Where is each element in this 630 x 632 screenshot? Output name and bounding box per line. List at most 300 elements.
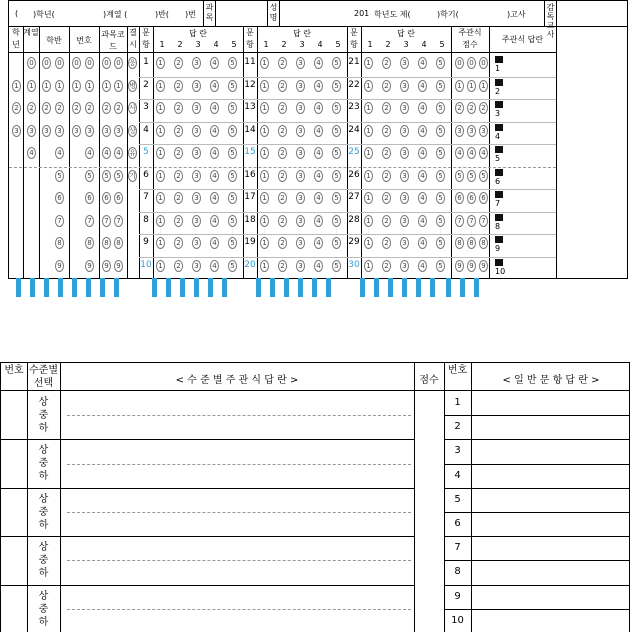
number-bubble[interactable]: 4 [85, 147, 94, 159]
answer-bubble[interactable]: 5 [228, 125, 237, 137]
answer-bubble[interactable]: 4 [418, 125, 427, 137]
answer-bubble[interactable]: 5 [436, 260, 445, 272]
answer-bubble[interactable]: 3 [400, 57, 409, 69]
answer-bubble[interactable]: 1 [260, 80, 269, 92]
omr-answer-sheet [8, 0, 628, 279]
answer-bubble[interactable]: 3 [400, 237, 409, 249]
level-select[interactable]: 상 중 하 [38, 493, 49, 531]
timing-mark [72, 278, 77, 297]
subject-code-bubble[interactable]: 3 [114, 125, 123, 137]
item-number-header: 번호 [444, 363, 471, 391]
score-bubble[interactable]: 1 [467, 80, 476, 92]
score-bubble[interactable]: 1 [455, 80, 464, 92]
answer-bubble[interactable]: 1 [364, 147, 373, 159]
answer-bubble[interactable]: 3 [296, 125, 305, 137]
answer-bubble[interactable]: 1 [364, 125, 373, 137]
answer-bubble[interactable]: 3 [296, 147, 305, 159]
answer-bubble[interactable]: 5 [332, 260, 341, 272]
answer-bubble[interactable]: 2 [278, 215, 287, 227]
answer-bubble[interactable]: 2 [174, 80, 183, 92]
number-bubble[interactable]: 8 [85, 237, 94, 249]
answer-bubble[interactable]: 3 [192, 237, 201, 249]
question-number: 1 [143, 57, 149, 67]
proctor-signature-field[interactable] [556, 1, 628, 279]
score-bubble[interactable]: 2 [467, 102, 476, 114]
answer-bubble[interactable]: 1 [364, 170, 373, 182]
class-bubble[interactable]: 7 [55, 215, 64, 227]
subject-code-bubble[interactable]: 8 [102, 237, 111, 249]
absence-bubble[interactable]: 응 [129, 59, 136, 67]
score-bubble[interactable]: 6 [479, 192, 488, 204]
score-bubble[interactable]: 0 [479, 57, 488, 69]
subject-code-bubble[interactable]: 5 [102, 170, 111, 182]
number-bubble[interactable]: 0 [85, 57, 94, 69]
answer-bubble[interactable]: 2 [174, 57, 183, 69]
question-number: 22 [348, 79, 360, 90]
item-number: 6 [454, 518, 461, 529]
answer-bubble[interactable]: 1 [364, 237, 373, 249]
answer-bubble[interactable]: 4 [418, 57, 427, 69]
class-bubble[interactable]: 1 [42, 80, 51, 92]
answer-bubble[interactable]: 4 [314, 80, 323, 92]
subjective-row-label: 4 [495, 124, 503, 141]
answer-bubble[interactable]: 4 [314, 192, 323, 204]
answer-bubble[interactable]: 3 [192, 170, 201, 182]
score-bubble[interactable]: 5 [467, 170, 476, 182]
track-bubble[interactable]: 2 [27, 102, 36, 114]
answer-bubble[interactable]: 1 [156, 125, 165, 137]
score-bubble[interactable]: 8 [455, 237, 464, 249]
answer-bubble[interactable]: 1 [260, 147, 269, 159]
timing-mark [312, 278, 317, 297]
name-field[interactable] [279, 1, 349, 27]
answer-bubble[interactable]: 2 [278, 170, 287, 182]
choice-label: 3 [403, 40, 409, 49]
answer-bubble[interactable]: 4 [418, 80, 427, 92]
answer-bubble[interactable]: 3 [192, 192, 201, 204]
number-bubble[interactable]: 1 [85, 80, 94, 92]
answer-bubble[interactable]: 2 [174, 237, 183, 249]
answer-bubble[interactable]: 5 [332, 147, 341, 159]
answer-bubble[interactable]: 3 [296, 170, 305, 182]
answer-bubble[interactable]: 2 [382, 237, 391, 249]
answer-bubble[interactable]: 5 [332, 170, 341, 182]
subjective-answer-header: 주관식 답란 [489, 27, 556, 53]
absence-bubble[interactable]: 병 [129, 81, 136, 90]
answer-bubble[interactable]: 4 [210, 192, 219, 204]
answer-bubble[interactable]: 4 [210, 147, 219, 159]
answer-bubble[interactable]: 5 [228, 192, 237, 204]
answer-bubble[interactable]: 1 [156, 57, 165, 69]
level-select[interactable]: 상 중 하 [38, 542, 49, 580]
subject-code-bubble[interactable]: 7 [114, 215, 123, 227]
answer-bubble[interactable]: 1 [260, 57, 269, 69]
answer-bubble[interactable]: 1 [260, 125, 269, 137]
answer-bubble[interactable]: 3 [400, 170, 409, 182]
score-bubble[interactable]: 6 [455, 192, 464, 204]
subject-code-bubble[interactable]: 1 [114, 80, 123, 92]
class-bubble[interactable]: 9 [55, 260, 64, 272]
answer-title-3: 답 란 [397, 29, 415, 38]
answer-bubble[interactable]: 4 [210, 237, 219, 249]
number-bubble[interactable]: 9 [85, 260, 94, 272]
subject-code-bubble[interactable]: 5 [114, 170, 123, 182]
answer-bubble[interactable]: 2 [174, 215, 183, 227]
answer-bubble[interactable]: 4 [418, 237, 427, 249]
answer-bubble[interactable]: 4 [314, 260, 323, 272]
answer-bubble[interactable]: 1 [364, 102, 373, 114]
answer-bubble[interactable]: 4 [210, 80, 219, 92]
subject-code-bubble[interactable]: 3 [102, 125, 111, 137]
subject-field[interactable] [215, 1, 267, 27]
absence-bubble[interactable]: 상 [129, 126, 136, 135]
level-select[interactable]: 상 중 하 [38, 590, 49, 628]
score-bubble[interactable]: 5 [455, 170, 464, 182]
score-bubble[interactable]: 6 [467, 192, 476, 204]
score-bubble[interactable]: 9 [467, 260, 476, 272]
subject-code-bubble[interactable]: 8 [114, 237, 123, 249]
answer-bubble[interactable]: 1 [156, 237, 165, 249]
answer-bubble[interactable]: 2 [174, 102, 183, 114]
score-bubble[interactable]: 4 [479, 147, 488, 159]
class-bubble[interactable]: 0 [55, 57, 64, 69]
absence-bubble[interactable]: 기 [129, 171, 136, 180]
track-bubble[interactable]: 0 [27, 57, 36, 69]
answer-bubble[interactable]: 1 [260, 215, 269, 227]
subjective-row-label: 5 [495, 146, 503, 163]
answer-bubble[interactable]: 2 [382, 170, 391, 182]
answer-bubble[interactable]: 5 [228, 237, 237, 249]
timing-mark [446, 278, 451, 297]
answer-bubble[interactable]: 5 [332, 102, 341, 114]
answer-bubble[interactable]: 1 [260, 170, 269, 182]
answer-bubble[interactable]: 3 [296, 80, 305, 92]
class-bubble[interactable]: 5 [55, 170, 64, 182]
timing-mark [208, 278, 213, 297]
year-suffix: 학년도 제( [374, 10, 411, 19]
subject-code-bubble[interactable]: 9 [102, 260, 111, 272]
question-number: 8 [143, 214, 149, 225]
class-bubble[interactable]: 2 [55, 102, 64, 114]
answer-bubble[interactable]: 3 [192, 125, 201, 137]
answer-bubble[interactable]: 2 [382, 125, 391, 137]
answer-bubble[interactable]: 4 [418, 215, 427, 227]
answer-header-3 [361, 27, 451, 53]
answer-bubble[interactable]: 4 [314, 102, 323, 114]
answer-bubble[interactable]: 3 [296, 237, 305, 249]
class-bubble[interactable]: 3 [55, 125, 64, 137]
number-bubble[interactable]: 5 [85, 170, 94, 182]
absence-bubble[interactable]: 유 [129, 149, 136, 157]
level-select[interactable]: 상 중 하 [38, 397, 49, 434]
answer-bubble[interactable]: 1 [260, 102, 269, 114]
timing-mark [44, 278, 49, 297]
score-bubble[interactable]: 4 [455, 147, 464, 159]
grade-bubble[interactable]: 2 [12, 102, 21, 114]
number-bubble[interactable]: 3 [85, 125, 94, 137]
answer-bubble[interactable]: 1 [364, 215, 373, 227]
score-bubble[interactable]: 9 [455, 260, 464, 272]
subject-code-bubble[interactable]: 0 [102, 57, 111, 69]
answer-bubble[interactable]: 3 [192, 80, 201, 92]
score-bubble[interactable]: 7 [479, 215, 488, 227]
answer-bubble[interactable]: 5 [436, 80, 445, 92]
answer-bubble[interactable]: 3 [296, 260, 305, 272]
number-bubble[interactable]: 7 [85, 215, 94, 227]
score-bubble[interactable]: 4 [467, 147, 476, 159]
choice-label: 5 [231, 40, 237, 49]
score-bubble[interactable]: 9 [479, 260, 488, 272]
answer-bubble[interactable]: 2 [174, 147, 183, 159]
answer-bubble[interactable]: 2 [382, 215, 391, 227]
answer-bubble[interactable]: 1 [156, 170, 165, 182]
answer-bubble[interactable]: 3 [192, 57, 201, 69]
answer-bubble[interactable]: 3 [400, 192, 409, 204]
answer-bubble[interactable]: 2 [174, 170, 183, 182]
score-bubble[interactable]: 3 [479, 125, 488, 137]
level-select[interactable]: 상 중 하 [38, 445, 49, 483]
answer-bubble[interactable]: 2 [174, 125, 183, 137]
answer-bubble[interactable]: 4 [418, 102, 427, 114]
track-bubble[interactable]: 1 [27, 80, 36, 92]
answer-bubble[interactable]: 2 [278, 80, 287, 92]
score-bubble[interactable]: 8 [479, 237, 488, 249]
answer-bubble[interactable]: 4 [418, 192, 427, 204]
answer-bubble[interactable]: 4 [314, 147, 323, 159]
score-header: 점수 [414, 363, 444, 391]
answer-bubble[interactable]: 5 [228, 147, 237, 159]
answer-bubble[interactable]: 1 [260, 260, 269, 272]
answer-bubble[interactable]: 1 [156, 192, 165, 204]
item-number: 7 [454, 542, 461, 554]
answer-bubble[interactable]: 5 [332, 57, 341, 69]
score-bubble[interactable]: 0 [455, 57, 464, 69]
choice-label: 3 [299, 40, 305, 49]
subjective-row-label: 10 [495, 259, 505, 276]
answer-bubble[interactable]: 3 [400, 80, 409, 92]
answer-bubble[interactable]: 4 [210, 260, 219, 272]
answer-bubble[interactable]: 3 [400, 125, 409, 137]
answer-bubble[interactable]: 3 [296, 192, 305, 204]
answer-bubble[interactable]: 4 [314, 57, 323, 69]
timing-mark [256, 278, 261, 297]
item-number: 5 [454, 493, 461, 505]
subject-code-bubble[interactable]: 0 [114, 57, 123, 69]
answer-bubble[interactable]: 4 [210, 102, 219, 114]
answer-bubble[interactable]: 4 [210, 57, 219, 69]
subjective-answer-section [0, 362, 630, 632]
answer-bubble[interactable]: 2 [278, 237, 287, 249]
answer-bubble[interactable]: 3 [400, 215, 409, 227]
answer-bubble[interactable]: 5 [332, 80, 341, 92]
timing-mark [360, 278, 365, 297]
answer-bubble[interactable]: 4 [314, 170, 323, 182]
number-bubble[interactable]: 3 [72, 125, 81, 137]
answer-bubble[interactable]: 4 [418, 147, 427, 159]
timing-mark [326, 278, 331, 297]
answer-bubble[interactable]: 5 [436, 237, 445, 249]
class-bubble[interactable]: 4 [55, 147, 64, 159]
answer-bubble[interactable]: 4 [210, 125, 219, 137]
question-number: 12 [244, 79, 256, 90]
score-bubble[interactable]: 2 [455, 102, 464, 114]
class-bubble[interactable]: 6 [55, 192, 64, 204]
answer-bubble[interactable]: 3 [192, 215, 201, 227]
answer-bubble[interactable]: 1 [260, 237, 269, 249]
question-number: 18 [244, 214, 256, 225]
score-bubble[interactable]: 5 [479, 170, 488, 182]
timing-mark [100, 278, 105, 297]
exam-label: )고사 [507, 10, 526, 19]
answer-bubble[interactable]: 3 [296, 102, 305, 114]
answer-bubble[interactable]: 5 [436, 192, 445, 204]
choice-label: 5 [335, 40, 341, 49]
answer-bubble[interactable]: 5 [436, 57, 445, 69]
answer-bubble[interactable]: 2 [278, 102, 287, 114]
answer-bubble[interactable]: 1 [156, 102, 165, 114]
item-number: 10 [451, 614, 464, 626]
score-bubble[interactable]: 2 [479, 102, 488, 114]
score-bubble[interactable]: 3 [455, 125, 464, 137]
subject-code-bubble[interactable]: 6 [114, 192, 123, 204]
item-number: 9 [454, 590, 461, 602]
answer-bubble[interactable]: 5 [436, 215, 445, 227]
score-bubble[interactable]: 8 [467, 237, 476, 249]
answer-bubble[interactable]: 5 [228, 80, 237, 92]
subject-code-bubble[interactable]: 9 [114, 260, 123, 272]
subjective-row-label: 3 [495, 101, 503, 118]
subject-code-bubble[interactable]: 1 [102, 80, 111, 92]
answer-bubble[interactable]: 3 [296, 57, 305, 69]
number-bubble[interactable]: 2 [72, 102, 81, 114]
absence-bubble[interactable]: 사 [129, 104, 136, 112]
answer-bubble[interactable]: 3 [296, 215, 305, 227]
score-bubble[interactable]: 7 [467, 215, 476, 227]
score-bubble[interactable]: 0 [467, 57, 476, 69]
answer-bubble[interactable]: 4 [314, 125, 323, 137]
item-number: 3 [454, 445, 461, 457]
answer-bubble[interactable]: 5 [436, 102, 445, 114]
subject-code-bubble[interactable]: 2 [102, 102, 111, 114]
question-number: 4 [143, 124, 149, 135]
choice-label: 1 [159, 40, 165, 49]
question-number: 2 [143, 79, 149, 90]
answer-bubble[interactable]: 4 [418, 260, 427, 272]
answer-bubble[interactable]: 4 [314, 237, 323, 249]
timing-mark [16, 278, 21, 297]
answer-bubble[interactable]: 1 [364, 80, 373, 92]
answer-bubble[interactable]: 1 [260, 192, 269, 204]
answer-bubble[interactable]: 2 [382, 260, 391, 272]
subject-code-bubble[interactable]: 4 [114, 147, 123, 159]
answer-bubble[interactable]: 2 [174, 192, 183, 204]
answer-bubble[interactable]: 5 [436, 147, 445, 159]
track-bubble[interactable]: 3 [27, 125, 36, 137]
answer-bubble[interactable]: 2 [382, 80, 391, 92]
question-number: 14 [244, 124, 256, 135]
answer-bubble[interactable]: 3 [400, 147, 409, 159]
answer-bubble[interactable]: 4 [418, 170, 427, 182]
answer-bubble[interactable]: 5 [436, 125, 445, 137]
question-number: 15 [244, 147, 256, 157]
subject-code-bubble[interactable]: 4 [102, 147, 111, 159]
answer-bubble[interactable]: 2 [382, 192, 391, 204]
answer-bubble[interactable]: 1 [156, 147, 165, 159]
answer-bubble[interactable]: 1 [156, 80, 165, 92]
subject-code-bubble[interactable]: 2 [114, 102, 123, 114]
timing-mark [194, 278, 199, 297]
answer-bubble[interactable]: 5 [332, 125, 341, 137]
answer-bubble[interactable]: 5 [228, 57, 237, 69]
answer-bubble[interactable]: 1 [364, 260, 373, 272]
score-bubble[interactable]: 1 [479, 80, 488, 92]
answer-bubble[interactable]: 3 [192, 260, 201, 272]
score-bubble[interactable]: 3 [467, 125, 476, 137]
answer-bubble[interactable]: 2 [382, 57, 391, 69]
answer-bubble[interactable]: 2 [382, 147, 391, 159]
track-bubble[interactable]: 4 [27, 147, 36, 159]
class-bubble[interactable]: 0 [42, 57, 51, 69]
grade-bubble[interactable]: 1 [12, 80, 21, 92]
answer-bubble[interactable]: 1 [156, 260, 165, 272]
answer-bubble[interactable]: 2 [278, 147, 287, 159]
grade-bubble[interactable]: 3 [12, 125, 21, 137]
subject-code-bubble[interactable]: 7 [102, 215, 111, 227]
answer-bubble[interactable]: 3 [192, 147, 201, 159]
answer-bubble[interactable]: 2 [278, 125, 287, 137]
class-bubble[interactable]: 1 [55, 80, 64, 92]
answer-bubble[interactable]: 2 [278, 57, 287, 69]
answer-bubble[interactable]: 4 [210, 215, 219, 227]
score-bubble[interactable]: 7 [455, 215, 464, 227]
answer-bubble[interactable]: 5 [332, 192, 341, 204]
answer-bubble[interactable]: 5 [228, 170, 237, 182]
answer-bubble[interactable]: 5 [228, 102, 237, 114]
question-header-1: 문항 [139, 27, 153, 53]
answer-bubble[interactable]: 5 [228, 260, 237, 272]
answer-bubble[interactable]: 5 [436, 170, 445, 182]
class-bubble[interactable]: 2 [42, 102, 51, 114]
answer-bubble[interactable]: 2 [382, 102, 391, 114]
answer-bubble[interactable]: 5 [332, 237, 341, 249]
answer-bubble[interactable]: 1 [156, 215, 165, 227]
grade-label: )학년( [33, 10, 55, 19]
number-bubble[interactable]: 0 [72, 57, 81, 69]
answer-bubble[interactable]: 2 [278, 260, 287, 272]
number-bubble[interactable]: 1 [72, 80, 81, 92]
answer-bubble[interactable]: 4 [210, 170, 219, 182]
answer-bubble[interactable]: 1 [364, 192, 373, 204]
answer-bubble[interactable]: 2 [174, 260, 183, 272]
number-bubble[interactable]: 6 [85, 192, 94, 204]
subject-code-bubble[interactable]: 6 [102, 192, 111, 204]
answer-bubble[interactable]: 3 [400, 260, 409, 272]
absence-header: 결시 [127, 27, 139, 53]
timing-mark [270, 278, 275, 297]
answer-bubble[interactable]: 5 [332, 215, 341, 227]
timing-mark [460, 278, 465, 297]
answer-bubble[interactable]: 4 [314, 215, 323, 227]
answer-bubble[interactable]: 5 [228, 215, 237, 227]
number-bubble[interactable]: 2 [85, 102, 94, 114]
class-bubble[interactable]: 8 [55, 237, 64, 249]
answer-bubble[interactable]: 1 [364, 57, 373, 69]
answer-bubble[interactable]: 3 [192, 102, 201, 114]
timing-mark [222, 278, 227, 297]
answer-bubble[interactable]: 2 [278, 192, 287, 204]
class-bubble[interactable]: 3 [42, 125, 51, 137]
answer-bubble[interactable]: 3 [400, 102, 409, 114]
